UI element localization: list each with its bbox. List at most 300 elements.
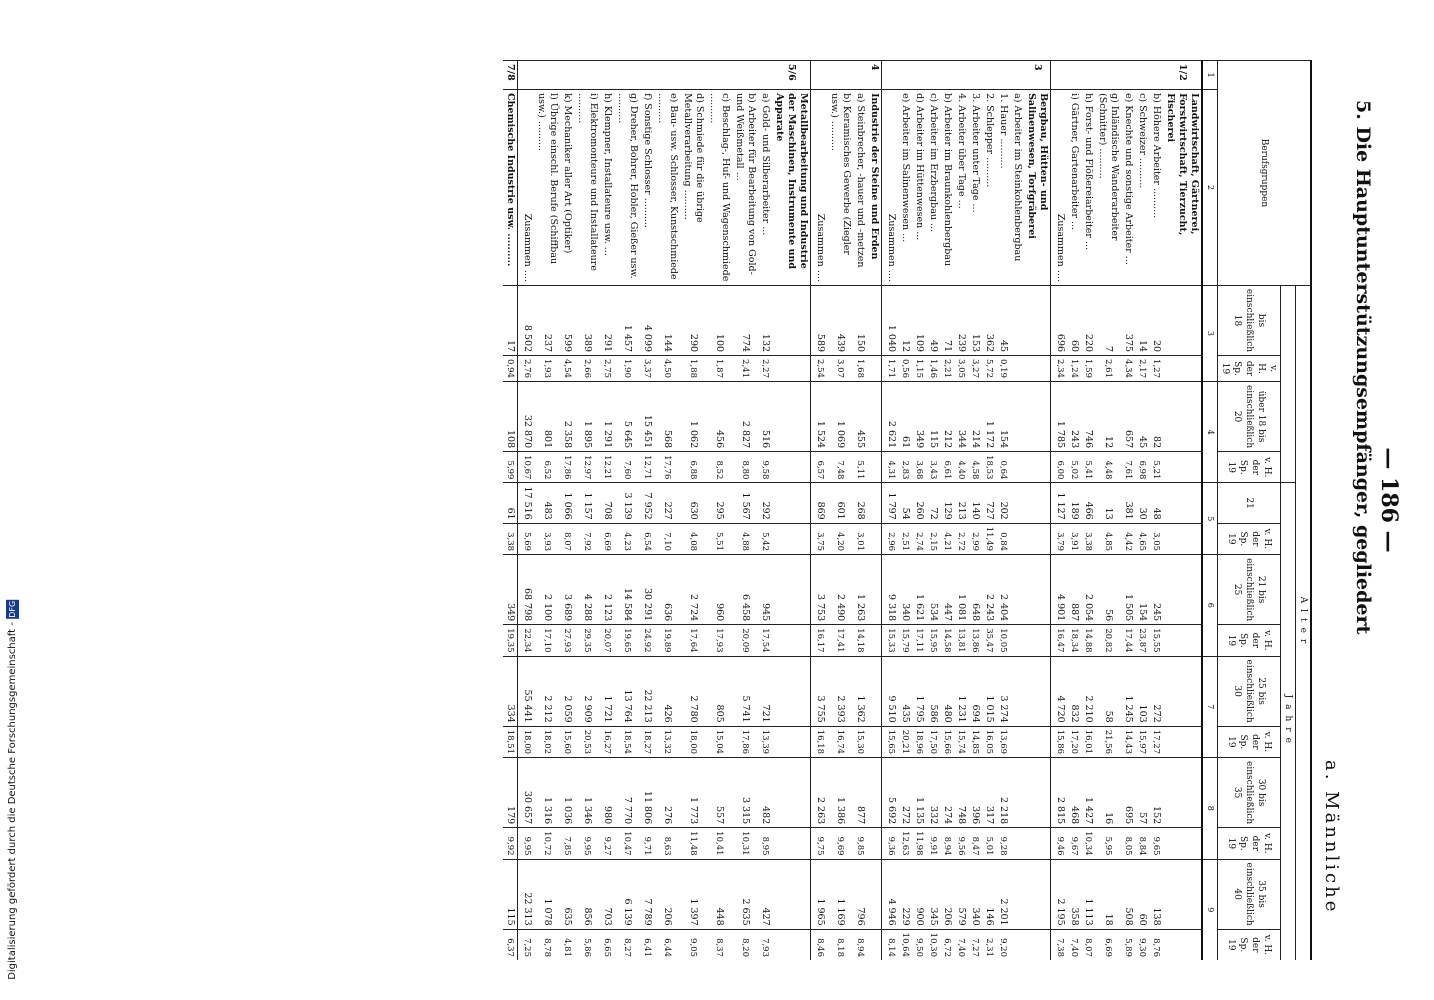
percent-cell: 17,44	[1121, 625, 1135, 656]
header-c7p: v. H. der Sp. 19	[1218, 726, 1281, 757]
percent-cell: 11,98	[912, 828, 926, 859]
count-cell: 480	[940, 656, 954, 726]
percent-cell: 17,64	[680, 625, 706, 656]
percent-cell	[867, 452, 882, 483]
percent-cell: 5,95	[1095, 828, 1121, 859]
percent-cell: 8,76	[1149, 929, 1163, 960]
count-cell	[1024, 381, 1051, 451]
table-row	[811, 61, 828, 961]
count-cell: 68 798	[518, 555, 535, 625]
count-cell: 202	[996, 483, 1010, 523]
count-cell: 1 785	[1051, 381, 1068, 451]
percent-cell: 9,46	[1051, 828, 1068, 859]
count-cell: 703	[600, 859, 614, 929]
percent-cell: 1,93	[534, 356, 560, 382]
percent-cell	[772, 929, 811, 960]
table-row	[1095, 61, 1121, 961]
percent-cell: 19,65	[614, 625, 640, 656]
count-cell: 72	[926, 483, 940, 523]
count-cell: 856	[574, 859, 600, 929]
percent-cell: 1,71	[882, 356, 899, 382]
count-cell: 708	[600, 483, 614, 523]
count-cell: 206	[940, 859, 954, 929]
count-cell: 20	[1149, 285, 1163, 355]
count-cell: 1 346	[574, 758, 600, 828]
count-cell: 15 451	[640, 381, 654, 451]
percent-cell	[1010, 929, 1024, 960]
count-cell: 345	[926, 859, 940, 929]
count-cell: 272	[1149, 656, 1163, 726]
count-cell: 150	[853, 285, 867, 355]
percent-cell: 3,37	[640, 356, 654, 382]
percent-cell: 0,94	[503, 356, 518, 382]
count-cell: 32 870	[518, 381, 535, 451]
percent-cell	[1010, 356, 1024, 382]
row-label: e) Arbeiter im Salinenwesen ...	[898, 90, 912, 286]
percent-cell: 14,88	[1081, 625, 1095, 656]
percent-cell: 13,32	[654, 726, 680, 757]
group-number	[827, 61, 853, 90]
table-row	[1024, 61, 1051, 961]
count-cell	[1024, 758, 1051, 828]
table-row	[954, 61, 968, 961]
count-cell: 276	[654, 758, 680, 828]
count-cell: 5 692	[882, 758, 899, 828]
count-cell: 586	[926, 656, 940, 726]
percent-cell: 2,76	[518, 356, 535, 382]
row-label: i) Elektromonteure und Installateure ..........	[574, 90, 600, 286]
percent-cell: 5,01	[982, 828, 996, 859]
percent-cell: 9,58	[758, 452, 772, 483]
count-cell: 389	[574, 285, 600, 355]
percent-cell: 17,27	[1149, 726, 1163, 757]
count-cell: 243	[1067, 381, 1081, 451]
count-cell: 1 127	[1051, 483, 1068, 523]
percent-cell: 8,94	[853, 929, 867, 960]
count-cell: 4 288	[574, 555, 600, 625]
count-cell: 7 770	[614, 758, 640, 828]
percent-cell	[1163, 356, 1202, 382]
percent-cell: 6,61	[940, 452, 954, 483]
percent-cell: 2,61	[1095, 356, 1121, 382]
percent-cell: 20,82	[1095, 625, 1121, 656]
percent-cell: 10,05	[996, 625, 1010, 656]
count-cell	[1163, 555, 1202, 625]
count-cell	[867, 381, 882, 451]
percent-cell: 4,85	[1095, 523, 1121, 554]
count-cell: 154	[996, 381, 1010, 451]
percent-cell: 5,99	[503, 452, 518, 483]
count-cell: 9 318	[882, 555, 899, 625]
count-cell: 220	[1081, 285, 1095, 355]
percent-cell	[1163, 625, 1202, 656]
count-cell: 599	[560, 285, 574, 355]
percent-cell: 1,46	[926, 356, 940, 382]
count-cell: 568	[654, 381, 680, 451]
count-cell: 61	[898, 381, 912, 451]
header-c8: 30 bis einschließlich 35	[1218, 758, 1281, 828]
header-c4p: v. H. der Sp. 19	[1218, 452, 1281, 483]
percent-cell: 8,78	[534, 929, 560, 960]
percent-cell: 20,53	[574, 726, 600, 757]
percent-cell: 17,20	[1067, 726, 1081, 757]
percent-cell	[1010, 523, 1024, 554]
count-cell: 179	[503, 758, 518, 828]
header-jahre-left	[1281, 285, 1296, 483]
percent-cell	[1024, 726, 1051, 757]
group-number: 7/8	[503, 61, 518, 90]
percent-cell: 9,92	[503, 828, 518, 859]
column-number: 4	[1202, 381, 1218, 482]
column-number: 1	[1202, 61, 1218, 90]
count-cell: 138	[1149, 859, 1163, 929]
row-label: a) Steinbrecher, -hauer und -metzen	[853, 90, 867, 286]
count-cell	[1163, 758, 1202, 828]
percent-cell: 17,93	[706, 625, 732, 656]
percent-cell	[1163, 929, 1202, 960]
count-cell	[772, 555, 811, 625]
percent-cell: 1,87	[706, 356, 732, 382]
percent-cell: 10,67	[518, 452, 535, 483]
percent-cell: 4,54	[560, 356, 574, 382]
percent-cell	[1163, 828, 1202, 859]
count-cell: 14	[1135, 285, 1149, 355]
row-label: c) Schweizer ..........	[1135, 90, 1149, 286]
percent-cell: 14,43	[1121, 726, 1135, 757]
count-cell: 16	[1095, 758, 1121, 828]
percent-cell	[1010, 625, 1024, 656]
count-cell: 2 621	[882, 381, 899, 451]
group-number	[680, 61, 706, 90]
group-number	[1051, 61, 1068, 90]
count-cell	[1010, 656, 1024, 726]
count-cell: 1 113	[1081, 859, 1095, 929]
percent-cell: 16,47	[1051, 625, 1068, 656]
count-cell: 129	[940, 483, 954, 523]
percent-cell: 11,49	[982, 523, 996, 554]
count-cell: 1 427	[1081, 758, 1095, 828]
count-cell: 4 946	[882, 859, 899, 929]
percent-cell: 3,93	[534, 523, 560, 554]
percent-cell: 13,86	[968, 625, 982, 656]
count-cell	[1024, 656, 1051, 726]
count-cell	[1024, 285, 1051, 355]
header-c5: 21	[1218, 483, 1281, 523]
percent-cell: 3,38	[503, 523, 518, 554]
percent-cell: 7,10	[654, 523, 680, 554]
percent-cell: 1,27	[1149, 356, 1163, 382]
row-label: Landwirtschaft, Gärtnerei, Forstwirtschaft, Tierzucht, Fischerei	[1163, 90, 1202, 286]
percent-cell: 15,55	[1149, 625, 1163, 656]
count-cell	[1010, 555, 1024, 625]
count-cell: 6 139	[614, 859, 640, 929]
count-cell: 3 755	[811, 656, 828, 726]
percent-cell	[772, 828, 811, 859]
count-cell: 1 386	[827, 758, 853, 828]
count-cell: 945	[758, 555, 772, 625]
percent-cell: 4,20	[827, 523, 853, 554]
percent-cell: 3,01	[853, 523, 867, 554]
percent-cell: 7,85	[560, 828, 574, 859]
count-cell: 245	[1149, 555, 1163, 625]
count-cell: 727	[982, 483, 996, 523]
percent-cell: 9,27	[600, 828, 614, 859]
percent-cell: 2,15	[926, 523, 940, 554]
count-cell: 9 510	[882, 656, 899, 726]
percent-cell: 5,69	[518, 523, 535, 554]
percent-cell: 18,34	[1067, 625, 1081, 656]
group-number	[534, 61, 560, 90]
percent-cell: 10,72	[534, 828, 560, 859]
count-cell: 268	[853, 483, 867, 523]
percent-cell: 4,08	[680, 523, 706, 554]
percent-cell: 9,05	[680, 929, 706, 960]
percent-cell	[867, 523, 882, 554]
count-cell: 57	[1135, 758, 1149, 828]
count-cell: 774	[732, 285, 758, 355]
count-cell: 448	[706, 859, 732, 929]
percent-cell: 5,89	[1121, 929, 1135, 960]
count-cell: 630	[680, 483, 706, 523]
count-cell: 358	[1067, 859, 1081, 929]
count-cell: 5 741	[732, 656, 758, 726]
percent-cell: 14,18	[853, 625, 867, 656]
table-row	[1149, 61, 1163, 961]
count-cell: 260	[912, 483, 926, 523]
count-cell	[867, 758, 882, 828]
percent-cell: 15,65	[882, 726, 899, 757]
row-label: c) Beschlag-, Huf- und Wagenschmiede ..........	[706, 90, 732, 286]
percent-cell: 4,40	[954, 452, 968, 483]
count-cell: 227	[654, 483, 680, 523]
percent-cell: 5,02	[1067, 452, 1081, 483]
count-cell: 887	[1067, 555, 1081, 625]
count-cell: 7 952	[640, 483, 654, 523]
table-row	[853, 61, 867, 961]
group-number: 3	[1024, 61, 1051, 90]
percent-cell: 7,92	[574, 523, 600, 554]
row-label: e) Knechte und sonstige Arbeiter ...	[1121, 90, 1135, 286]
percent-cell: 7,40	[1067, 929, 1081, 960]
count-cell: 1 721	[600, 656, 614, 726]
percent-cell: 2,51	[898, 523, 912, 554]
row-label: b) Arbeiter für Bearbeitung von Gold- und Weißmetall ...	[732, 90, 758, 286]
percent-cell	[1024, 452, 1051, 483]
count-cell: 144	[654, 285, 680, 355]
percent-cell: 9,71	[640, 828, 654, 859]
table-row	[640, 61, 654, 961]
row-label: c) Arbeiter im Erzbergbau ...	[926, 90, 940, 286]
count-cell: 4 901	[1051, 555, 1068, 625]
percent-cell: 12,63	[898, 828, 912, 859]
count-cell	[1163, 656, 1202, 726]
percent-cell: 15,79	[898, 625, 912, 656]
count-cell: 439	[827, 285, 853, 355]
header-c8p: v. H. der Sp. 19	[1218, 828, 1281, 859]
count-cell: 375	[1121, 285, 1135, 355]
count-cell: 557	[706, 758, 732, 828]
count-cell: 4 099	[640, 285, 654, 355]
table-body	[503, 61, 1202, 961]
row-label: i) Gärtner, Gartenarbeiter ...	[1067, 90, 1081, 286]
row-label: Zusammen ....	[882, 90, 899, 286]
count-cell: 2 212	[534, 656, 560, 726]
count-cell	[1010, 285, 1024, 355]
count-cell: 213	[954, 483, 968, 523]
count-cell: 396	[968, 758, 982, 828]
group-number	[600, 61, 614, 90]
percent-cell: 10,31	[732, 828, 758, 859]
percent-cell: 20,09	[732, 625, 758, 656]
count-cell: 960	[706, 555, 732, 625]
count-cell: 290	[680, 285, 706, 355]
row-label: b) Höhere Arbeiter ..........	[1149, 90, 1163, 286]
count-cell: 6 458	[732, 555, 758, 625]
count-cell: 1 621	[912, 555, 926, 625]
row-label: 4. Arbeiter über Tage ...	[954, 90, 968, 286]
percent-cell: 8,07	[1081, 929, 1095, 960]
count-cell	[1163, 381, 1202, 451]
count-cell: 340	[898, 555, 912, 625]
percent-cell: 8,84	[1135, 828, 1149, 859]
percent-cell	[867, 726, 882, 757]
count-cell: 154	[1135, 555, 1149, 625]
percent-cell: 6,98	[1135, 452, 1149, 483]
count-cell: 17 516	[518, 483, 535, 523]
count-cell: 2 827	[732, 381, 758, 451]
percent-cell: 19,89	[654, 625, 680, 656]
percent-cell: 15,66	[940, 726, 954, 757]
count-cell: 1 015	[982, 656, 996, 726]
percent-cell: 16,05	[982, 726, 996, 757]
percent-cell: 16,01	[1081, 726, 1095, 757]
group-number	[853, 61, 867, 90]
group-number: 5/6	[772, 61, 811, 90]
percent-cell: 8,80	[732, 452, 758, 483]
count-cell: 45	[996, 285, 1010, 355]
count-cell: 1 172	[982, 381, 996, 451]
percent-cell: 16,17	[811, 625, 828, 656]
count-cell: 648	[968, 555, 982, 625]
row-label: l) Übrige einschl. Berufe (Schiffbau usw.) ..........	[534, 90, 560, 286]
percent-cell: 15,97	[1135, 726, 1149, 757]
group-number	[912, 61, 926, 90]
group-number	[954, 61, 968, 90]
table-row	[982, 61, 996, 961]
count-cell: 13 764	[614, 656, 640, 726]
count-cell: 140	[968, 483, 982, 523]
count-cell: 1 505	[1121, 555, 1135, 625]
table-row	[600, 61, 614, 961]
row-label: a) Arbeiter im Steinkohlenbergbau	[1010, 90, 1024, 286]
count-cell: 2 635	[732, 859, 758, 929]
percent-cell: 0,64	[996, 452, 1010, 483]
percent-cell: 10,34	[1081, 828, 1095, 859]
percent-cell: 17,11	[912, 625, 926, 656]
percent-cell: 3,38	[1081, 523, 1095, 554]
column-number: 2	[1202, 90, 1218, 286]
percent-cell: 2,72	[954, 523, 968, 554]
percent-cell: 21,56	[1095, 726, 1121, 757]
percent-cell: 8,94	[940, 828, 954, 859]
percent-cell	[1163, 726, 1202, 757]
percent-cell	[1010, 726, 1024, 757]
column-numbers	[1202, 61, 1218, 961]
count-cell: 427	[758, 859, 772, 929]
row-label: d) Schmiede für die übrige Metallverarbeitung ..........	[680, 90, 706, 286]
percent-cell: 9,36	[882, 828, 899, 859]
header-c9p: v. H. der Sp. 19	[1218, 929, 1281, 960]
table-row	[732, 61, 758, 961]
table-row	[614, 61, 640, 961]
count-cell	[867, 483, 882, 523]
header-c4: über 18 bis einschließlich 20	[1218, 381, 1281, 451]
percent-cell: 3,91	[1067, 523, 1081, 554]
row-label: Zusammen ....	[1051, 90, 1068, 286]
group-number	[1135, 61, 1149, 90]
percent-cell: 18,54	[614, 726, 640, 757]
count-cell: 2 201	[996, 859, 1010, 929]
count-cell: 796	[853, 859, 867, 929]
count-cell: 1 316	[534, 758, 560, 828]
percent-cell: 7,60	[614, 452, 640, 483]
count-cell: 3 139	[614, 483, 640, 523]
group-number: 1/2	[1163, 61, 1202, 90]
percent-cell: 27,93	[560, 625, 574, 656]
percent-cell: 6,69	[1095, 929, 1121, 960]
group-number	[614, 61, 640, 90]
count-cell: 2 909	[574, 656, 600, 726]
count-cell	[1163, 483, 1202, 523]
table-row	[1163, 61, 1202, 961]
count-cell: 2 724	[680, 555, 706, 625]
table-row	[1067, 61, 1081, 961]
group-number	[882, 61, 899, 90]
count-cell: 146	[982, 859, 996, 929]
percent-cell: 4,81	[560, 929, 574, 960]
table-row	[1010, 61, 1024, 961]
count-cell: 1 040	[882, 285, 899, 355]
count-cell: 1 066	[560, 483, 574, 523]
group-number	[560, 61, 574, 90]
count-cell: 1 567	[732, 483, 758, 523]
percent-cell: 6,69	[600, 523, 614, 554]
count-cell: 239	[954, 285, 968, 355]
percent-cell: 9,69	[827, 828, 853, 859]
footer-credit	[6, 600, 18, 980]
percent-cell: 7,61	[1121, 452, 1135, 483]
count-cell: 22 313	[518, 859, 535, 929]
percent-cell: 0,84	[996, 523, 1010, 554]
percent-cell: 9,56	[954, 828, 968, 859]
percent-cell	[1163, 523, 1202, 554]
count-cell: 516	[758, 381, 772, 451]
count-cell: 56	[1095, 555, 1121, 625]
page-number: — 186 —	[1376, 447, 1402, 553]
count-cell: 589	[811, 285, 828, 355]
percent-cell: 18,00	[680, 726, 706, 757]
percent-cell: 15,30	[853, 726, 867, 757]
count-cell	[1010, 381, 1024, 451]
group-number	[574, 61, 600, 90]
count-cell: 381	[1121, 483, 1135, 523]
count-cell: 4 720	[1051, 656, 1068, 726]
count-cell: 2 393	[827, 656, 853, 726]
table-row	[1135, 61, 1149, 961]
percent-cell: 9,20	[996, 929, 1010, 960]
percent-cell	[1024, 828, 1051, 859]
count-cell: 2 780	[680, 656, 706, 726]
